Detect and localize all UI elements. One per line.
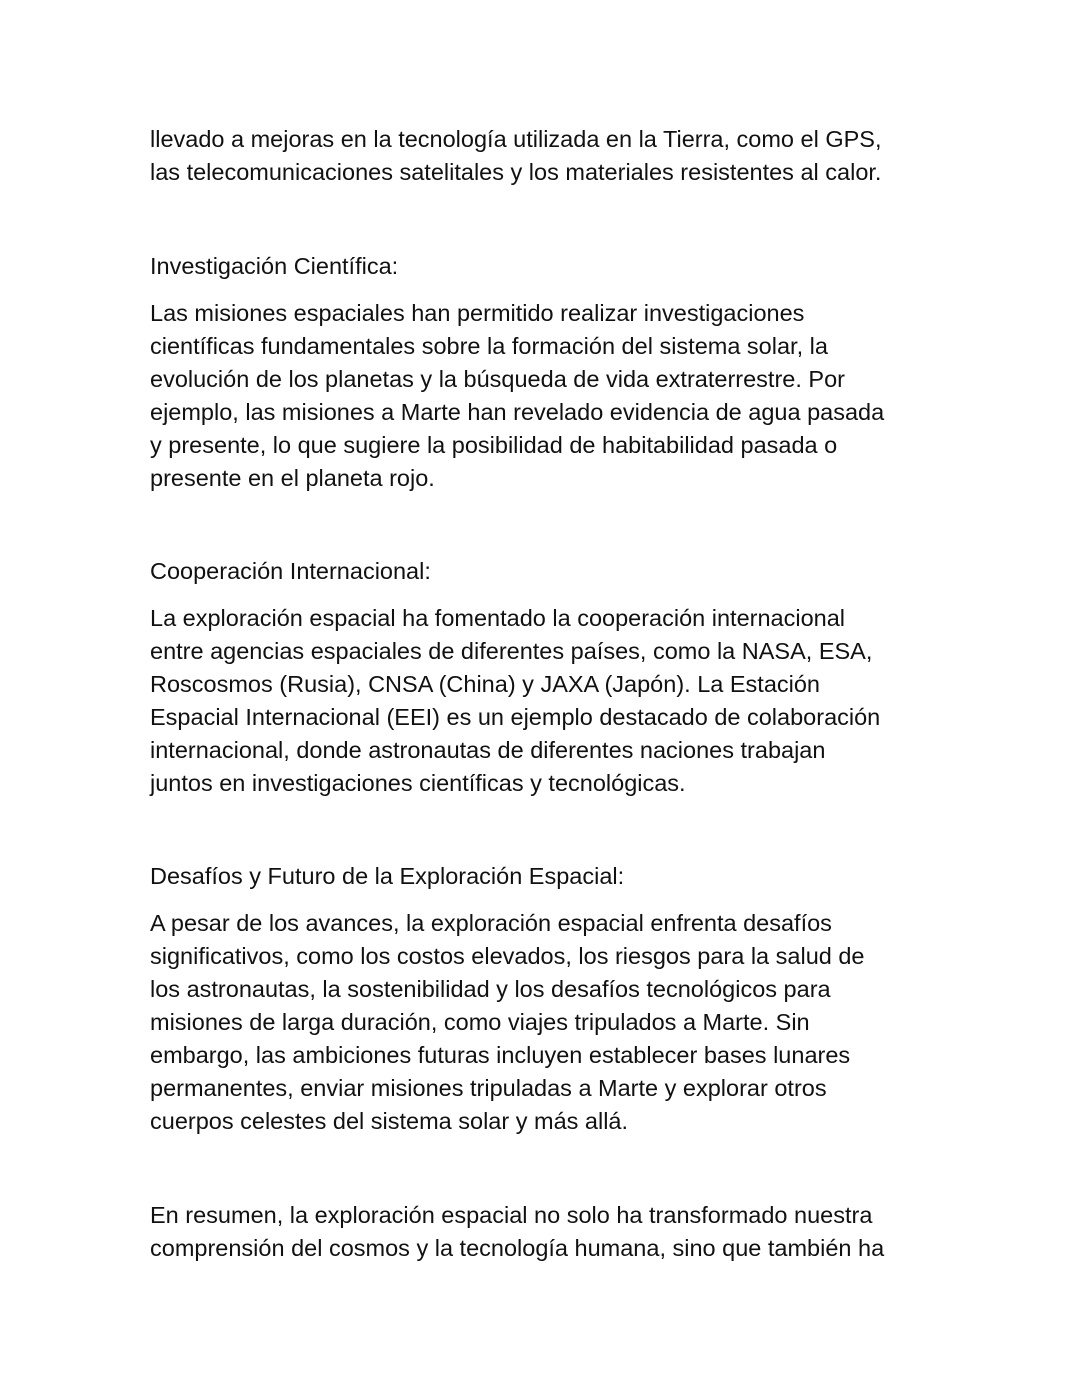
text-line: Las misiones espaciales han permitido realizar investigaciones [150, 300, 805, 326]
section-heading-text: Cooperación Internacional: [150, 558, 431, 584]
text-line: Roscosmos (Rusia), CNSA (China) y JAXA (Japón). La Estación [150, 671, 821, 697]
section-heading-desafios [150, 860, 940, 893]
section-heading-cooperacion [150, 555, 940, 588]
text-line: llevado a mejoras en la tecnología utilizada en la Tierra, como el GPS, [150, 126, 882, 152]
text-line: evolución de los planetas y la búsqueda de vida extraterrestre. Por [150, 366, 845, 392]
text-line: juntos en investigaciones científicas y tecnológicas. [150, 770, 686, 796]
section-paragraph-cooperacion [150, 602, 940, 800]
intro-continuation-paragraph [150, 123, 940, 189]
section-heading-investigacion [150, 250, 940, 283]
text-line: entre agencias espaciales de diferentes países, como la NASA, ESA, [150, 638, 873, 664]
text-line: La exploración espacial ha fomentado la cooperación internacional [150, 605, 846, 631]
section-heading-text: Investigación Científica: [150, 253, 399, 279]
section-paragraph-investigacion [150, 297, 940, 495]
text-line: internacional, donde astronautas de diferentes naciones trabajan [150, 737, 826, 763]
text-line: Espacial Internacional (EEI) es un ejemplo destacado de colaboración [150, 704, 881, 730]
text-line: significativos, como los costos elevados, los riesgos para la salud de [150, 943, 865, 969]
text-line: embargo, las ambiciones futuras incluyen establecer bases lunares [150, 1042, 851, 1068]
section-heading-text: Desafíos y Futuro de la Exploración Espacial: [150, 863, 625, 889]
text-line: los astronautas, la sostenibilidad y los desafíos tecnológicos para [150, 976, 831, 1002]
text-line: misiones de larga duración, como viajes tripulados a Marte. Sin [150, 1009, 810, 1035]
text-line: ejemplo, las misiones a Marte han revelado evidencia de agua pasada [150, 399, 885, 425]
text-line: A pesar de los avances, la exploración espacial enfrenta desafíos [150, 910, 832, 936]
section-paragraph-desafios [150, 907, 940, 1138]
text-line: científicas fundamentales sobre la formación del sistema solar, la [150, 333, 828, 359]
conclusion-paragraph [150, 1199, 940, 1265]
text-line: En resumen, la exploración espacial no solo ha transformado nuestra [150, 1202, 873, 1228]
text-line: y presente, lo que sugiere la posibilidad de habitabilidad pasada o [150, 432, 838, 458]
text-line: las telecomunicaciones satelitales y los materiales resistentes al calor. [150, 159, 882, 185]
text-line: cuerpos celestes del sistema solar y más allá. [150, 1108, 629, 1134]
text-line: presente en el planeta rojo. [150, 465, 435, 491]
text-line: permanentes, enviar misiones tripuladas a Marte y explorar otros [150, 1075, 827, 1101]
text-line: comprensión del cosmos y la tecnología humana, sino que también ha [150, 1235, 885, 1261]
